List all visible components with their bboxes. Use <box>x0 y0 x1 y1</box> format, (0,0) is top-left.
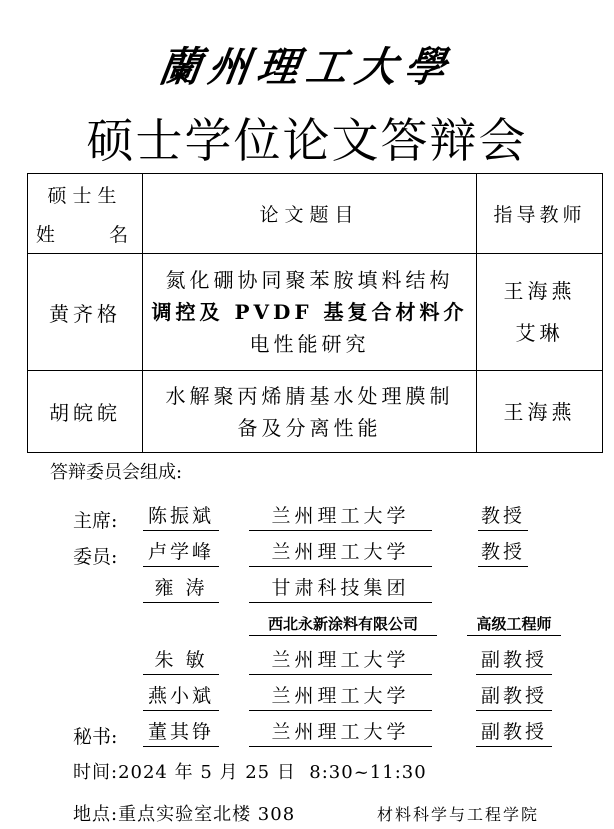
secretary-label: 秘书: <box>73 726 118 748</box>
committee-member-title: 副教授 <box>476 648 552 675</box>
school-name: 材料科学与工程学院 <box>377 805 540 824</box>
topic-line: 备及分离性能 <box>237 415 382 440</box>
committee-member-title: 教授 <box>478 540 528 567</box>
chair-label: 主席: <box>73 510 118 532</box>
topic-line: 氮化硼协同聚苯胺填料结构 <box>165 268 454 292</box>
topic-line: 水解聚丙烯腈基水处理膜制 <box>165 383 454 408</box>
header-student-line2: 姓 名 <box>35 223 135 246</box>
header-student <box>28 174 143 254</box>
committee-member-affiliation: 兰州理工大学 <box>249 684 432 711</box>
committee-member-title: 副教授 <box>476 684 552 711</box>
table-row <box>28 371 603 453</box>
advisor-cell <box>477 371 603 453</box>
defense-location: 地点:重点实验室北楼 308 <box>73 804 296 825</box>
committee-member-title: 教授 <box>478 504 528 531</box>
table-row <box>28 254 603 371</box>
student-name: 胡皖皖 <box>28 371 143 453</box>
committee-member-affiliation: 甘肃科技集团 <box>249 576 432 603</box>
topic-line: 调控及 PVDF 基复合材料介 <box>151 300 468 324</box>
header-advisor-label: 指导教师 <box>493 204 586 226</box>
advisor-name: 王海燕 <box>503 399 576 424</box>
committee-member-affiliation: 兰州理工大学 <box>249 720 432 747</box>
committee-member-name: 董其铮 <box>143 720 219 747</box>
advisor-cell <box>477 254 603 371</box>
committee-member-affiliation: 兰州理工大学 <box>249 648 432 675</box>
committee-member-name: 朱 敏 <box>143 648 219 675</box>
defense-time: 时间:2024 年 5 月 25 日 8:30~11:30 <box>73 762 427 783</box>
committee-member-name: 陈振斌 <box>143 504 219 531</box>
thesis-topic <box>143 254 477 371</box>
member-label: 委员: <box>73 546 118 568</box>
advisor-name: 艾琳 <box>515 321 564 345</box>
header-topic <box>143 174 477 254</box>
committee-member-title: 高级工程师 <box>467 613 561 636</box>
defense-table <box>27 173 603 453</box>
table-header-row <box>28 174 603 254</box>
header-advisor <box>477 174 603 254</box>
header-student-line1: 硕士生 <box>47 184 123 207</box>
university-logo: 蘭州理工大學 <box>156 43 457 91</box>
committee-member-affiliation: 兰州理工大学 <box>249 504 432 531</box>
committee-member-title: 副教授 <box>476 720 552 747</box>
thesis-topic <box>143 371 477 453</box>
header-topic-label: 论文题目 <box>259 204 360 226</box>
advisor-name: 王海燕 <box>503 279 576 303</box>
committee-member-name: 燕小斌 <box>143 684 219 711</box>
topic-line: 电性能研究 <box>249 332 370 356</box>
page-title: 硕士学位论文答辩会 <box>86 114 528 169</box>
student-name: 黄齐格 <box>28 254 143 371</box>
committee-member-affiliation: 兰州理工大学 <box>249 540 432 567</box>
committee-heading: 答辩委员会组成: <box>50 462 183 483</box>
committee-member-name: 卢学峰 <box>143 540 219 567</box>
committee-member-affiliation: 西北永新涂料有限公司 <box>249 613 437 636</box>
committee-member-name: 雍 涛 <box>143 576 219 603</box>
